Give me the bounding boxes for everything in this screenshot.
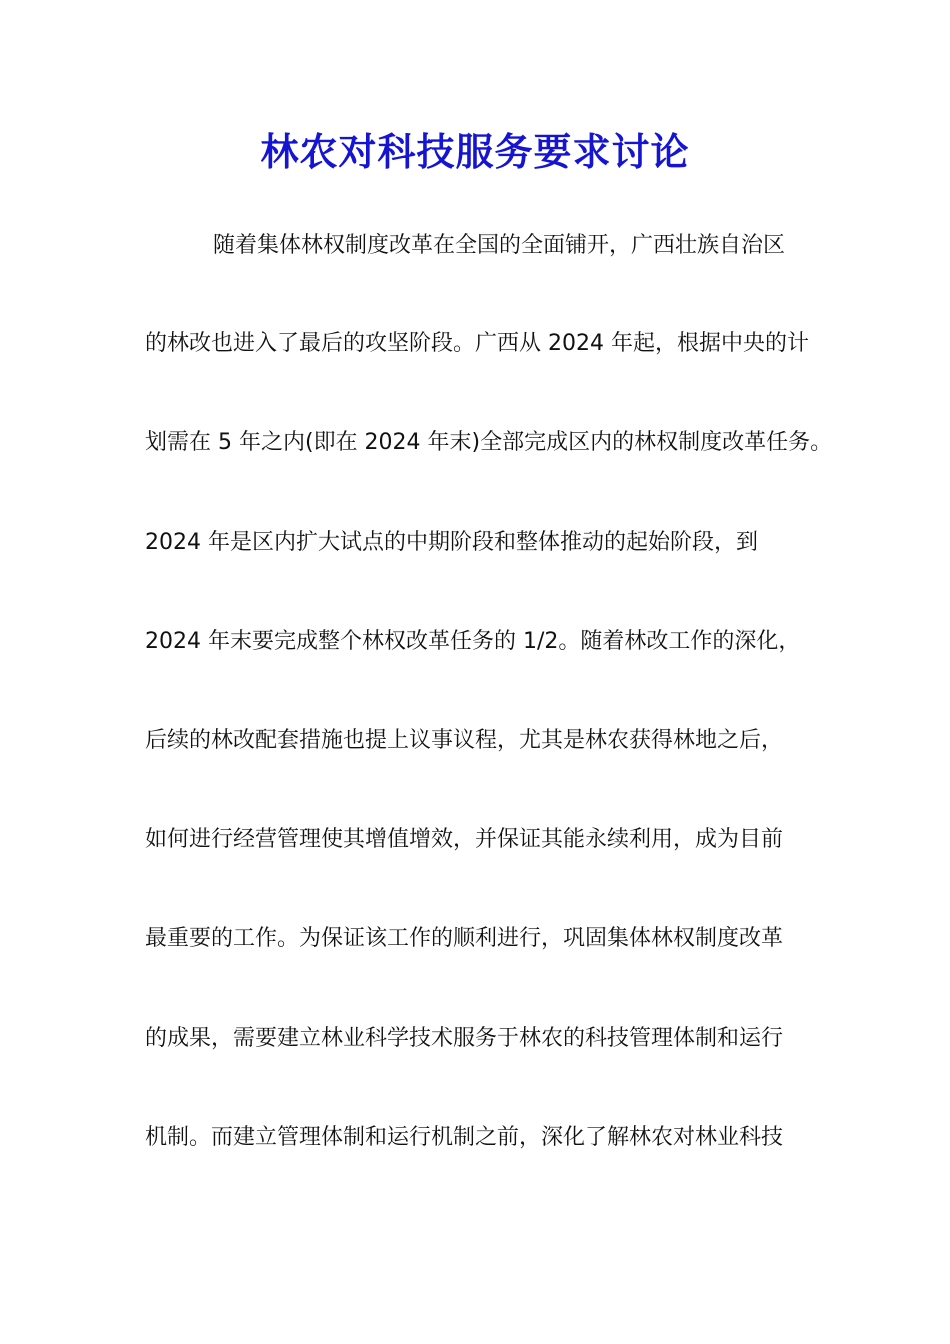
paragraph-line-7: 如何进行经营管理使其增值增效，并保证其能永续利用，成为目前 [145,827,784,852]
paragraph-line-4: 2024 年是区内扩大试点的中期阶段和整体推动的起始阶段，到 [145,530,758,555]
paragraph-line-3: 划需在 5 年之内(即在 2024 年末)全部完成区内的林权制度改革任务。 [145,430,833,455]
paragraph-line-1: 随着集体林权制度改革在全国的全面铺开，广西壮族自治区 [213,233,786,258]
paragraph-line-8: 最重要的工作。为保证该工作的顺利进行，巩固集体林权制度改革 [145,926,784,951]
paragraph-line-6: 后续的林改配套措施也提上议事议程，尤其是林农获得林地之后， [145,728,784,753]
paragraph-line-10: 机制。而建立管理体制和运行机制之前，深化了解林农对林业科技 [145,1125,784,1150]
document-title: 林农对科技服务要求讨论 [260,130,690,174]
paragraph-line-2: 的林改也进入了最后的攻坚阶段。广西从 2024 年起，根据中央的计 [145,331,809,356]
paragraph-line-5: 2024 年末要完成整个林权改革任务的 1/2。随着林改工作的深化， [145,629,801,654]
paragraph-line-9: 的成果，需要建立林业科学技术服务于林农的科技管理体制和运行 [145,1026,784,1051]
